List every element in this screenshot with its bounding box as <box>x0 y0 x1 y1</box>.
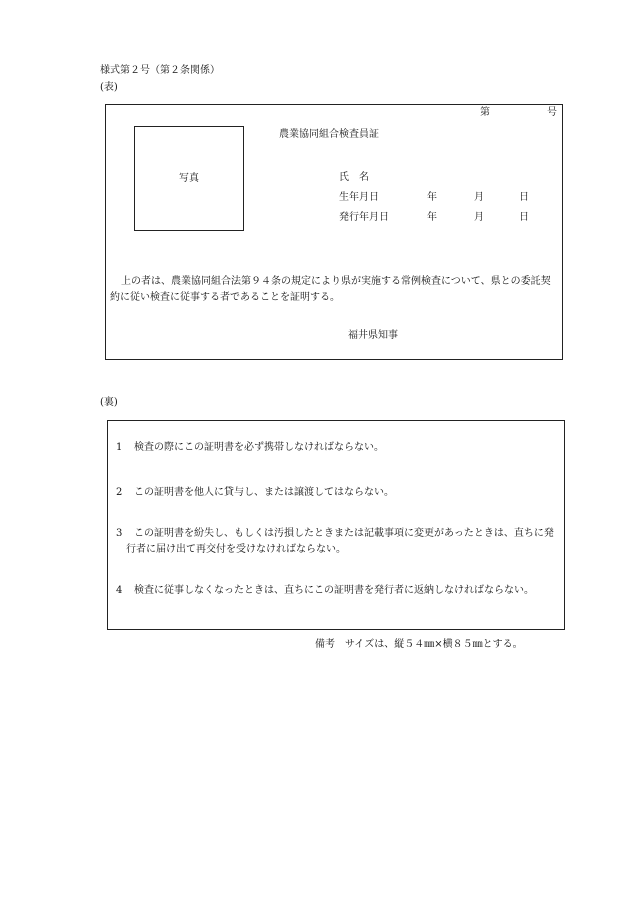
birth-date-label: 生年月日 <box>339 192 379 203</box>
certification-statement: 上の者は、農業協同組合法第９４条の規定により県が実施する常例検査について、県との委託契約に従い検査に従事する者であることを証明する。 <box>110 276 551 303</box>
rule-number: 1 <box>116 442 123 453</box>
rule-text: 検査の際にこの証明書を必ず携帯しなければならない。 <box>134 442 384 453</box>
issue-day-unit: 日 <box>519 212 529 223</box>
rule-number: 3 <box>116 528 123 539</box>
birth-year-unit: 年 <box>427 192 437 203</box>
photo-frame <box>134 126 244 231</box>
certificate-number-prefix: 第 <box>480 107 490 118</box>
issuer-name: 福井県知事 <box>348 330 398 341</box>
card-title: 農業協同組合検査員証 <box>279 129 379 140</box>
back-card <box>107 420 565 630</box>
size-note: 備考 サイズは、縦５４㎜×横８５㎜とする。 <box>315 639 523 650</box>
rule-number: 4 <box>116 585 123 596</box>
birth-month-unit: 月 <box>474 192 484 203</box>
front-card <box>105 104 563 360</box>
form-number-label: 様式第２号（第２条関係） <box>100 65 220 76</box>
certificate-number-suffix: 号 <box>547 107 557 118</box>
rule-text: 検査に従事しなくなったときは、直ちにこの証明書を発行者に返納しなければならない。 <box>134 585 534 596</box>
name-label: 氏 名 <box>339 172 369 183</box>
issue-month-unit: 月 <box>474 212 484 223</box>
rule-text: この証明書を紛失し、もしくは汚損したときまたは記載事項に変更があったときは、直ちに発行者に届け出て再交付を受けなければならない。 <box>126 528 554 555</box>
back-side-label: (裏) <box>100 397 118 408</box>
rule-text: この証明書を他人に貸与し、または譲渡してはならない。 <box>134 487 394 498</box>
issue-year-unit: 年 <box>427 212 437 223</box>
birth-day-unit: 日 <box>519 192 529 203</box>
photo-label: 写真 <box>179 173 199 184</box>
rule-number: 2 <box>116 487 123 498</box>
issue-date-label: 発行年月日 <box>339 212 389 223</box>
front-side-label: (表) <box>100 82 118 93</box>
